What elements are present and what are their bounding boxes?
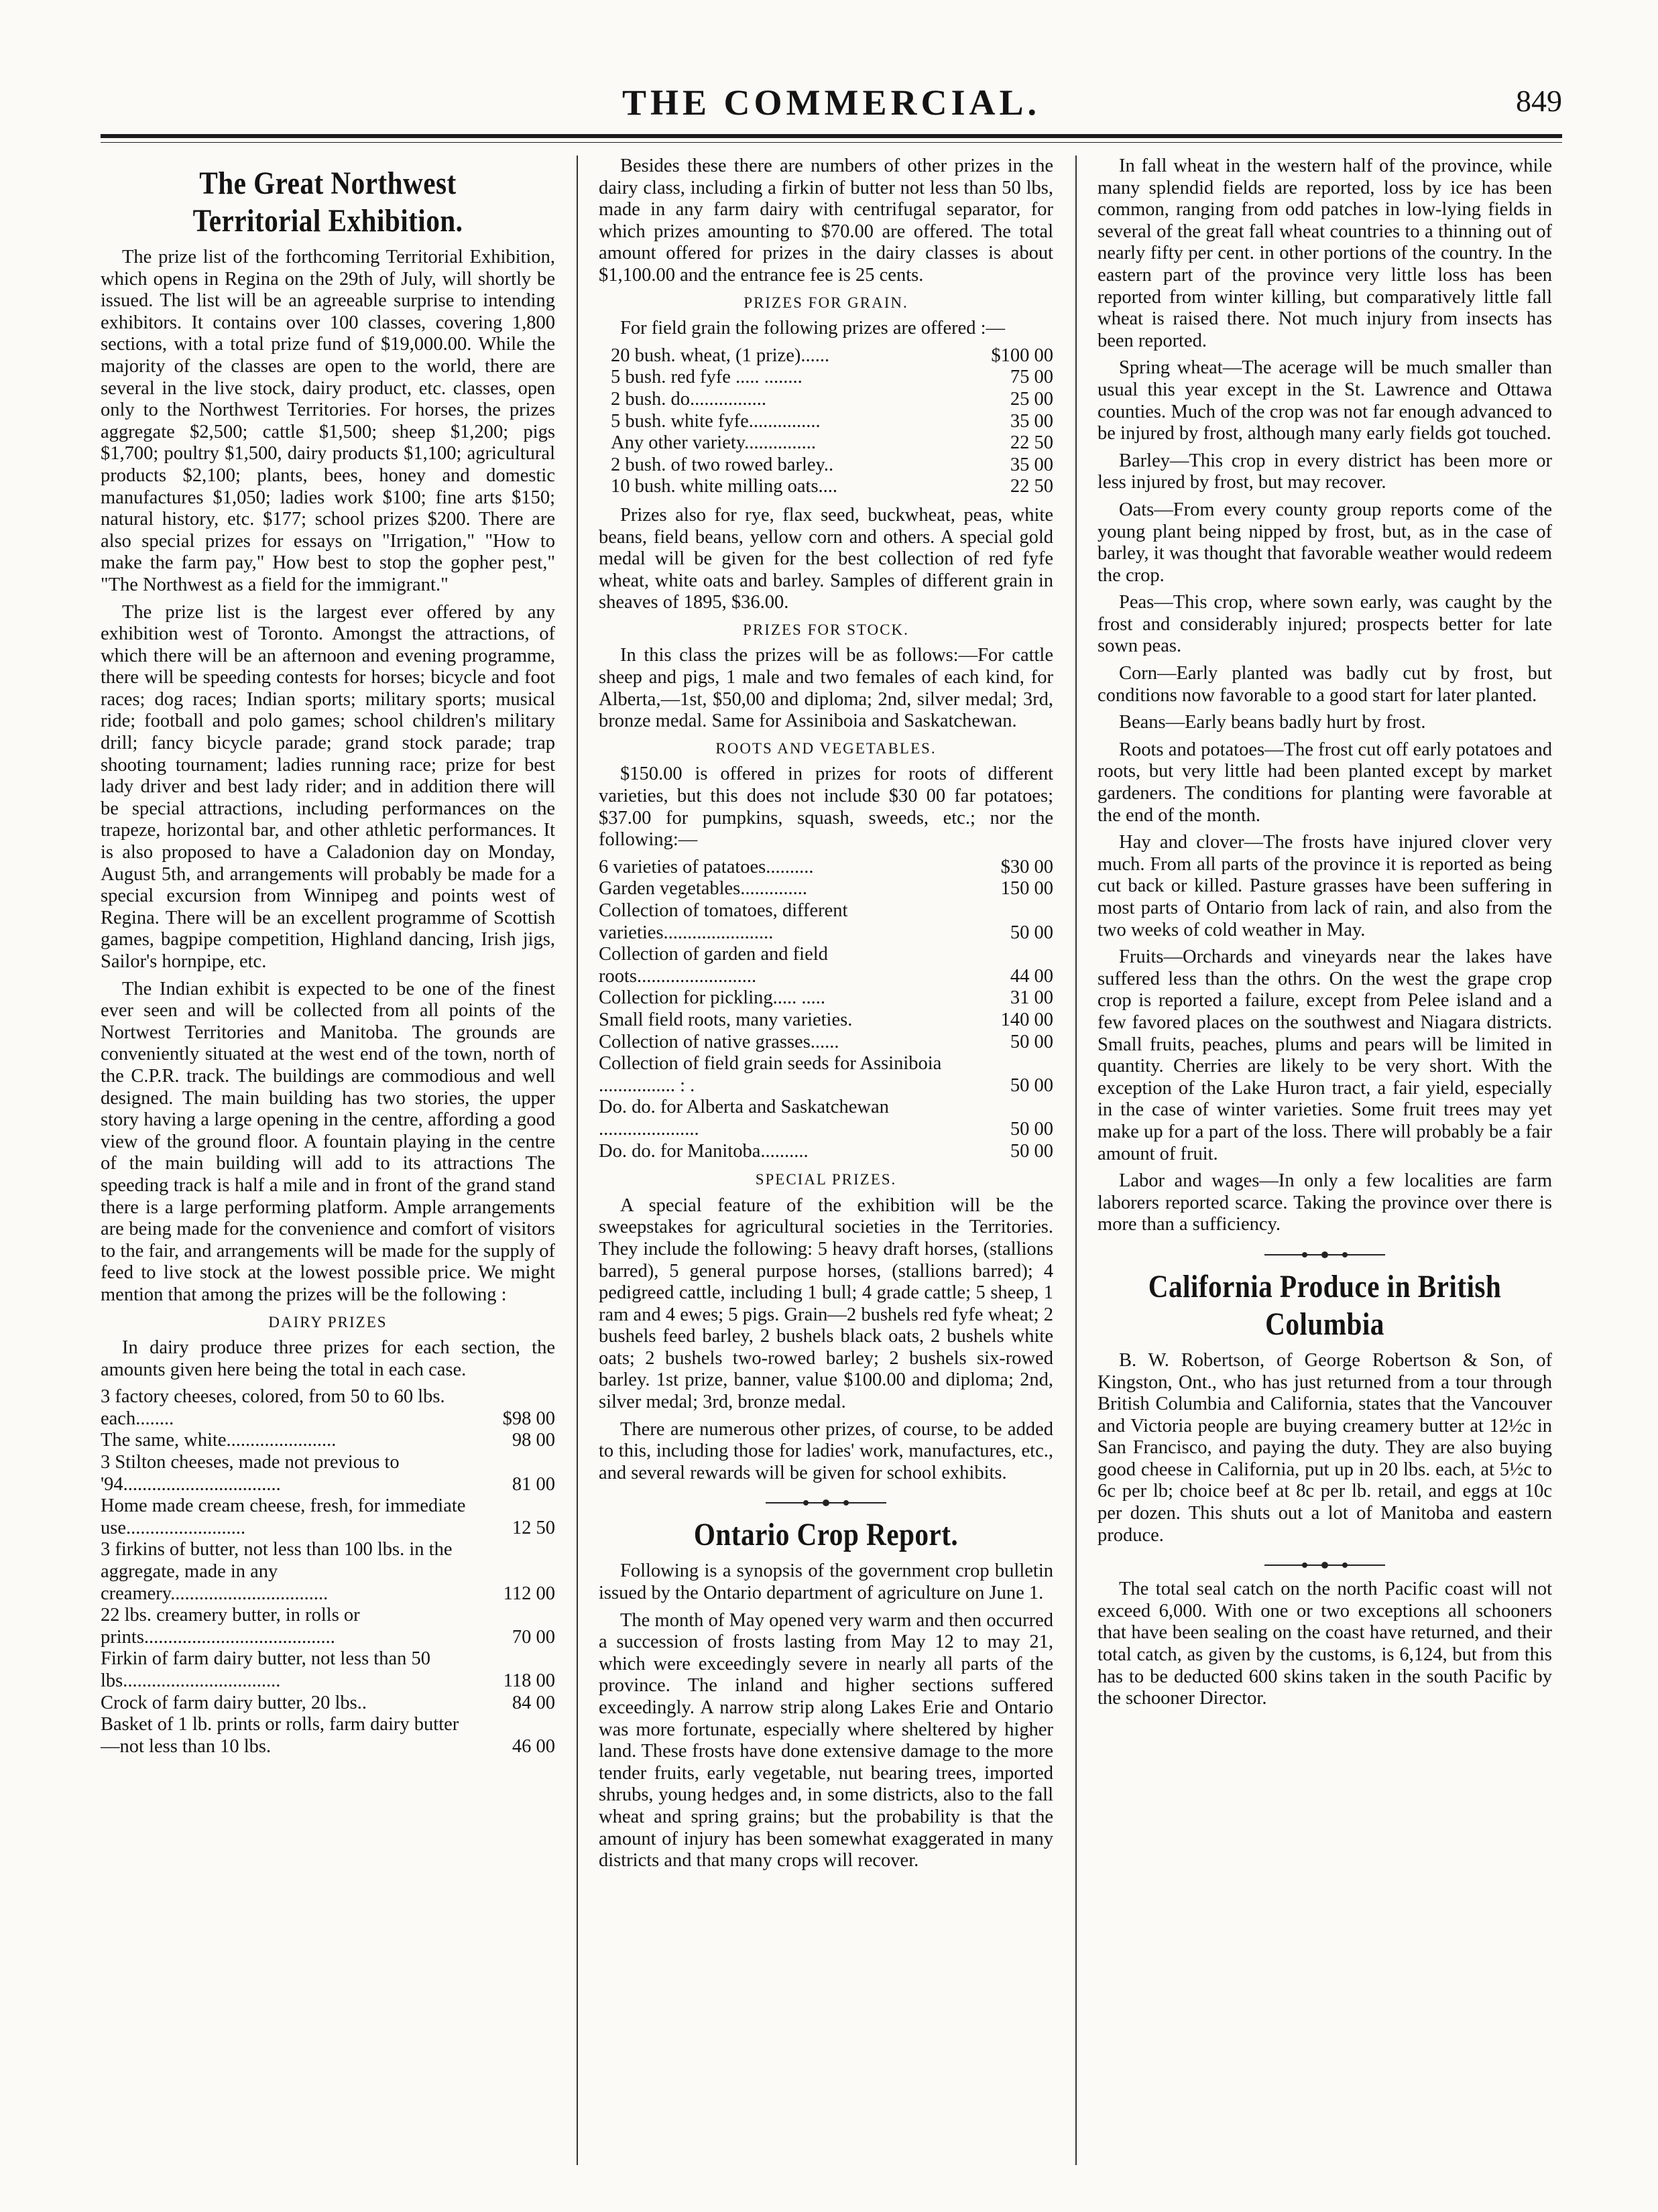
prize-row: 5 bush. white fyfe............... 35 00 [611,410,1053,432]
ontario-paragraph: Following is a synopsis of the government crop bulletin issued by the Ontario department of agriculture on June 1. [599,1560,1053,1604]
prize-row: 3 Stilton cheeses, made not previous to '94................................. 81 00 [101,1452,555,1495]
column-divider-2 [1075,156,1077,2165]
dairy-intro: In dairy produce three prizes for each section, the amounts given here being the total in each case. [101,1337,555,1380]
ontario-paragraph: Fruits—Orchards and vineyards near the lakes have suffered less than the othrs. On the west the grape crop crop is reported a failure, except from Pelee island and a few favored places on the southwest and Niagara districts. Small fruits, peaches, plums and pears will be limited in quantity. Cherries are likely to be very short. With the exception of the Lake Huron tract, a fair yield, especially in the case of winter varieties. Some fruit trees may yet make up for a part of the loss. There will probably be a fair amount of fruit. [1098,946,1552,1164]
exhibition-paragraph: Prizes also for rye, flax seed, buckwheat, peas, white beans, field beans, yellow corn and others. A special gold medal will be given for the best collection of red fyfe wheat, white oats and barley. Samples of different grain in sheaves of 1895, $36.00. [599,504,1053,613]
prize-row: Collection of tomatoes, different varieties....................... 50 00 [599,900,1053,943]
column-2 [599,156,1053,2165]
prize-row: Basket of 1 lb. prints or rolls, farm dairy butter—not less than 10 lbs. 46 00 [101,1714,555,1757]
prize-row: 10 bush. white milling oats.... 22 50 [611,476,1053,497]
prize-row: Collection of garden and field roots......................... 44 00 [599,944,1053,987]
masthead-rule-thick [101,134,1562,138]
roots-prize-list [599,857,1053,1162]
dairy-prizes-subheading: DAIRY PRIZES [268,1313,388,1331]
prize-row: Crock of farm dairy butter, 20 lbs.. 84 00 [101,1692,555,1713]
ontario-paragraph: Corn—Early planted was badly cut by frost, but conditions now favorable to a good start for later planted. [1098,663,1552,706]
prize-row: Firkin of farm dairy butter, not less than 50 lbs................................. 118 00 [101,1648,555,1691]
ontario-paragraph: Peas—This crop, where sown early, was caught by the frost and considerably injured; prospects better for late sown peas. [1098,592,1552,657]
ontario-paragraph: Labor and wages—In only a few localities are farm laborers reported scarce. Taking the province over there is more than a sufficiency. [1098,1170,1552,1235]
california-headline: California Produce in British Columbia [1148,1268,1502,1342]
ontario-paragraph: Roots and potatoes—The frost cut off early potatoes and roots, but very little had been planted except by market gardeners. The conditions for planting were favorable at the end of the month. [1098,739,1552,826]
ontario-paragraph: Spring wheat—The acerage will be much smaller than usual this year except in the St. Lawrence and Ottawa counties. Much of the crop was not far enough advanced to be injured by frost, although many early fields got touched. [1098,357,1552,444]
masthead [101,74,1562,127]
california-paragraph: B. W. Robertson, of George Robertson & Son, of Kingston, Ont., who has just returned from a tour through British Columbia and California, states that the Vancouver and Victoria people are buying creamery butter at 12½c in San Francisco, and paying the duty. They are also buying good cheese in California, put up in 20 lbs. each, at 5½c to 6c per lb; choice beef at 8c per lb. retail, and eggs at 10c per dozen. This shuts out a lot of Manitoba and eastern produce. [1098,1349,1552,1546]
column-divider-1 [577,156,578,2165]
ontario-paragraph: Beans—Early beans badly hurt by frost. [1119,712,1426,733]
stock-prizes-subheading: PRIZES FOR STOCK. [743,621,909,638]
masthead-title: THE COMMERCIAL. [621,82,1041,123]
prize-row: Do. do. for Alberta and Saskatchewan ..................... 50 00 [599,1097,1053,1140]
section-separator [599,1493,1053,1507]
prize-row: 3 firkins of butter, not less than 100 lbs. in the aggregate, made in any creamery................................. 112 00 [101,1539,555,1604]
exhibition-paragraph: In this class the prizes will be as follows:—For cattle sheep and pigs, 1 male and two females of each kind, for Alberta,—1st, $50,00 and diploma; 2nd, silver medal; 3rd, bronze medal. Same for Assiniboia and Saskatchewan. [599,645,1053,732]
page-number: 849 [1516,84,1562,118]
section-separator [1098,1556,1552,1569]
seal-catch-paragraph: The total seal catch on the north Pacific coast will not exceed 6,000. With one or two exceptions all schooners that have been sealing on the coast have returned, and their total catch, as given by the customs, is 6,124, but from this has to be deducted 600 skins taken in the south Pacific by the schooner Director. [1098,1579,1552,1709]
grain-prizes-subheading: PRIZES FOR GRAIN. [744,294,908,311]
prize-row: 2 bush. do................ 25 00 [611,388,1053,410]
prize-row: Collection of field grain seeds for Assiniboia ................ : . 50 00 [599,1053,1053,1096]
prize-row: Collection of native grasses...... 50 00 [599,1031,1053,1052]
exhibition-paragraph: The prize list of the forthcoming Territorial Exhibition, which opens in Regina on the 29th of July, will shortly be issued. The list will be an agreeable surprise to intending exhibitors. It contains over 100 classes, covering 1,800 sections, with a total prize fund of $19,000.00. While the majority of the classes are open to the world, there are several in the live stock, dairy product, etc. classes, open only to the Northwest Territories. For horses, the prizes aggregate $2,500; cattle $1,500; sheep $1,200; pigs $1,700; poultry $1,500, dairy products $1,100; agricultural products $2,100; plants, bees, honey and domestic manufactures $1,050; ladies work $100; fine arts $150; natural history, etc. $177; school prizes $200. There are also special prizes for essays on "Irrigation," "How to make the farm pay," How best to stop the gopher pest," "The Northwest as a field for the immigrant." [101,247,555,595]
prize-row: 22 lbs. creamery butter, in rolls or prints........................................ 70 00 [101,1605,555,1648]
prize-row: 6 varieties of patatoes.......... $30 00 [599,856,1053,877]
prize-row: Small field roots, many varieties. 140 00 [599,1009,1053,1030]
ontario-paragraph: Hay and clover—The frosts have injured clover very much. From all parts of the province it is reported as being cut back or killed. Pasture grasses have been suffering in most parts of Ontario from lack of rain, and also from the two weeks of cold weather in May. [1098,832,1552,940]
exhibition-paragraph: A special feature of the exhibition will be the sweepstakes for agricultural societies in the Territories. They include the following: 5 heavy draft horses, (stallions barred), 5 general purpose horses, (stallions barred); 4 pedigreed cattle, including 1 bull; 4 grade cattle; 5 sheep, 1 ram and 4 ewes; 5 pigs. Grain—2 bushels red fyfe wheat; 2 bushels feed barley, 2 bushels black oats, 2 bushels white oats; 2 bushels two-rowed barley; 2 bushels six-rowed barley. 1st prize, banner, value $100.00 and diploma; 2nd, silver medal; 3rd, bronze medal. [599,1194,1053,1413]
dairy-prize-list [101,1386,555,1758]
exhibition-paragraph: The Indian exhibit is expected to be one of the finest ever seen and will be collected from all points of the Nortwest Territories and Manitoba. The grounds are conveniently situated at the west end of the town, north of the C.P.R. track. The buildings are commodious and well designed. The main building has two stories, the upper story having a large opening in the centre, affording a good view of the ground floor. A fountain playing in the centre of the main building will add to its attractions The speeding track is half a mile and in front of the grand stand there is a large performing platform. Ample arrangements are being made for the convenience and comfort of visitors to the fair, and arrangements will be made for the supply of feed to live stock at the lowest possible price. We might mention that among the prizes will be the following : [101,978,555,1305]
section-separator [1098,1245,1552,1259]
ontario-paragraph: The month of May opened very warm and then occurred a succession of frosts lasting from May 12 to may 21, which were exceedingly severe in nearly all parts of the province. The inland and higher sections suffered exceedingly. A narrow strip along Lakes Erie and Ontario was more fortunate, especially where sheltered by higher land. These frosts have done extensive damage to the more tender fruits, early vegetable, nut bearing trees, imported shrubs, young hedges and, in some districts, also to the fall wheat and spring grains; but the probability is that the amount of injury has been somewhat exaggerated in many districts and that many crops will recover. [599,1609,1053,1871]
masthead-rule-thin [101,142,1562,143]
prize-row: Garden vegetables.............. 150 00 [599,878,1053,900]
special-prizes-subheading: SPECIAL PRIZES. [755,1171,897,1188]
column-3 [1098,156,1552,2165]
prize-row: Collection for pickling..... ..... 31 00 [599,987,1053,1009]
exhibition-paragraph: There are numerous other prizes, of course, to be added to this, including those for ladies' work, manufactures, etc., and several rewards will be given for school exhibits. [599,1418,1053,1483]
prize-row: Home made cream cheese, fresh, for immediate use......................... 12 50 [101,1495,555,1538]
exhibition-paragraph: The prize list is the largest ever offered by any exhibition west of Toronto. Amongst the attractions, of which there will be an afternoon and evening programme, there will be speeding contests for horses; bicycle and foot races; dog races; Indian sports; military sports; musical ride; football and polo games; school children's military drill; fancy bicycle parade; grand stock parade; trap shooting tournament; ladies running race; prize for best lady driver and best lady rider; and in addition there will be special attractions, including performances on the trapeze, horizontal bar, and other athletic performances. It is also proposed to have a Caladonion day on Monday, August 5th, and arrangements will probably be made for a special excursion from Winnipeg and points west of Regina. There will be an excellent programme of Scottish games, bagpipe competition, Highland dancing, Irish jigs, Sailor's hornpipe, etc. [101,601,555,972]
prize-row: Do. do. for Manitoba.......... 50 00 [599,1140,1053,1162]
prize-row: 5 bush. red fyfe ..... ........ 75 00 [611,367,1053,388]
prize-row: 3 factory cheeses, colored, from 50 to 60 lbs. each........ $98 00 [101,1386,555,1429]
grain-prize-list [599,345,1053,498]
roots-subheading: ROOTS AND VEGETABLES. [715,739,937,757]
prize-row: 2 bush. of two rowed barley.. 35 00 [611,454,1053,475]
prize-row: 20 bush. wheat, (1 prize)...... $100 00 [611,345,1053,366]
grain-intro: For field grain the following prizes are offered :— [620,318,1006,339]
prize-row: Any other variety............... 22 50 [611,432,1053,454]
prize-row: The same, white....................... 98 00 [101,1430,555,1451]
ontario-paragraph: Barley—This crop in every district has been more or less injured by frost, but may recover. [1098,450,1552,493]
ontario-headline: Ontario Crop Report. [693,1517,959,1553]
exhibition-headline: The Great Northwest Territorial Exhibition. [192,166,463,239]
exhibition-paragraph: $150.00 is offered in prizes for roots of different varieties, but this does not include $30 00 far potatoes; $37.00 for pumpkins, squash, sweeds, etc.; nor the following:— [599,763,1053,851]
ontario-paragraph: In fall wheat in the western half of the province, while many splendid fields are reported, loss by ice has been common, ranging from odd patches in low-lying fields in several of the great fall wheat countries to a thinning out of nearly fifty per cent. in other portions of the country. In the eastern part of the province very little loss has been reported from winter killing, but comparatively little fall wheat is raised there. Not much injury from insects has been reported. [1098,156,1552,351]
exhibition-paragraph: Besides these there are numbers of other prizes in the dairy class, including a firkin of butter not less than 50 lbs, made in any farm dairy with centrifugal separator, for which prizes amounting to $70.00 are offered. The total amount offered for prizes in the dairy classes is about $1,100.00 and the entrance fee is 25 cents. [599,156,1053,286]
ontario-paragraph: Oats—From every county group reports come of the young plant being nipped by frost, but, as in the case of barley, it was thought that favorable weather would redeem the crop. [1098,499,1552,586]
column-1 [101,156,555,2165]
